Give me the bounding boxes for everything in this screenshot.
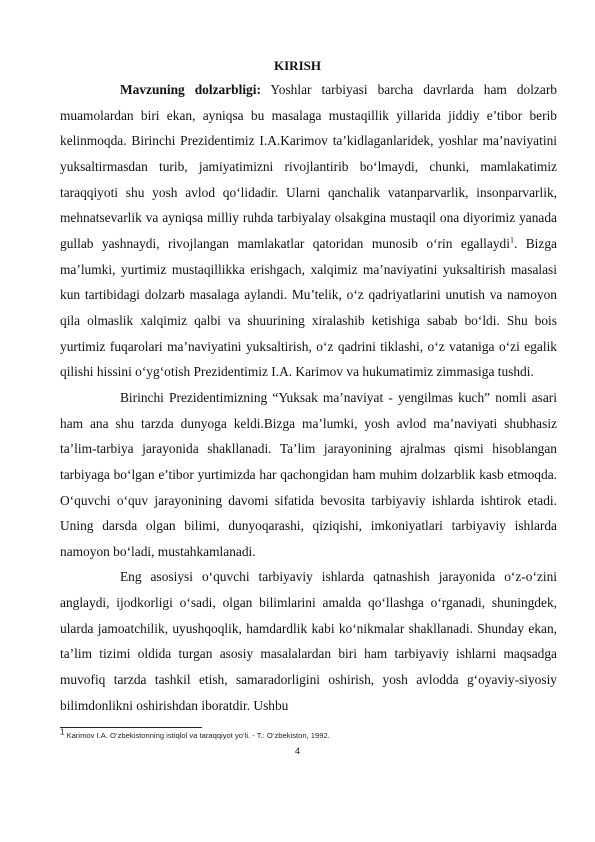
paragraph-text: Yoshlar tarbiyasi barcha davrlarda ham dolzarb muamolardan biri ekan, ayniqsa bu masalaga mustaqillik yillarida jiddiy e’tibor berib kelinmoqda. Birinchi Prezidentimiz I.A.Karimov ta’kidlaganlaridek, yoshlar ma’naviyatini yuksaltirmasdan turib, jamiyatimizni rivojlantirib bo‘lmaydi, chunki, mamlakatimiz taraqqiyoti shu yosh avlod qo‘lidadir. Ularni qanchalik vatanparvarlik, insonparvarlik, mehnatsevarlik va ayniqsa milliy ruhda tarbiyalay olsakgina mustaqil ona diyorimiz yanada gullab yashnaydi, rivojlangan mamlakatlar qatoridan munosib o‘rin egallaydi: [60, 82, 557, 251]
paragraph-3: Eng asosiysi o‘quvchi tarbiyaviy ishlarda qatnashish jarayonida o‘z-o‘zini anglaydi, ijodkorligi o‘sadi, olgan bilimlarini amalda qo‘llashga o‘rganadi, shuningdek, ularda jamoatchilik, uyushqoqlik, hamdardlik kabi ko‘nikmalar shakllanadi. Shunday ekan, ta’lim tizimi oldida turgan asosiy masalalardan biri ham tarbiyaviy ishlarni maqsadga muvofiq tarzda tashkil etish, samaradorligini oshirish, yosh avlodda g‘oyaviy-siyosiy bilimdonlikni oshirishdan iboratdir. Ushbu: [60, 569, 557, 713]
paragraph-lead: Mavzuning dolzarbligi:: [120, 82, 261, 97]
footnote-divider: [60, 727, 202, 728]
page-title: KIRISH: [274, 58, 321, 73]
footnote-reference: 1: [509, 235, 514, 245]
paragraph-2: Birinchi Prezidentimizning “Yuksak ma’naviyat - yengilmas kuch” nomli asari ham ana shu tarzda dunyoga keldi.Bizga ma’lumki, yosh avlod ma’naviyati shubhasiz ta’lim-tarbiya jarayonida shakllanadi. Ta’lim jarayonining ajralmas qismi hisoblangan tarbiyaga bo‘lgan e’tibor yurtimizda har qachongidan ham muhim dolzarblik kasb etmoqda. O‘quvchi o‘quv jarayonining davomi sifatida bevosita tarbiyaviy ishlarda ishtirok etadi. Uning darsda olgan bilimi, dunyoqarashi, qiziqishi, imkoniyatlari tarbiyaviy ishlarda namoyon bo‘ladi, mustahkamlanadi.: [60, 389, 557, 559]
footnote-mark: 1: [60, 727, 65, 737]
paragraph-1: [60, 77, 557, 385]
footnote-text: Karimov I.A. O‘zbekistonning istiqlol va taraqqiyot yo‘li. - T.: O‘zbekiston, 1992.: [64, 731, 330, 740]
page-number: 4: [294, 746, 300, 756]
body-text: [60, 77, 557, 718]
paragraph-text-continued: . Bizga ma’lumki, yurtimiz mustaqillikka erishgach, xalqimiz ma’naviyatini yuksaltirish masalasi kun tartibidagi dolzarb masalaga aylandi. Mu’telik, o‘z qadriyatlarini unutish va namoyon qila olmaslik xalqimiz qalbi va shuurining xiralashib ketishiga sabab bo‘ldi. Shu bois yurtimiz fuqarolari ma’naviyatini yuksaltirish, o‘z qadrini tiklashi, o‘z vataniga o‘zi egalik qilishi hissini o‘yg‘otish Prezidentimiz I.A. Karimov va hukumatimiz zimmasiga tushdi.: [60, 235, 557, 380]
footnote: [60, 727, 557, 741]
